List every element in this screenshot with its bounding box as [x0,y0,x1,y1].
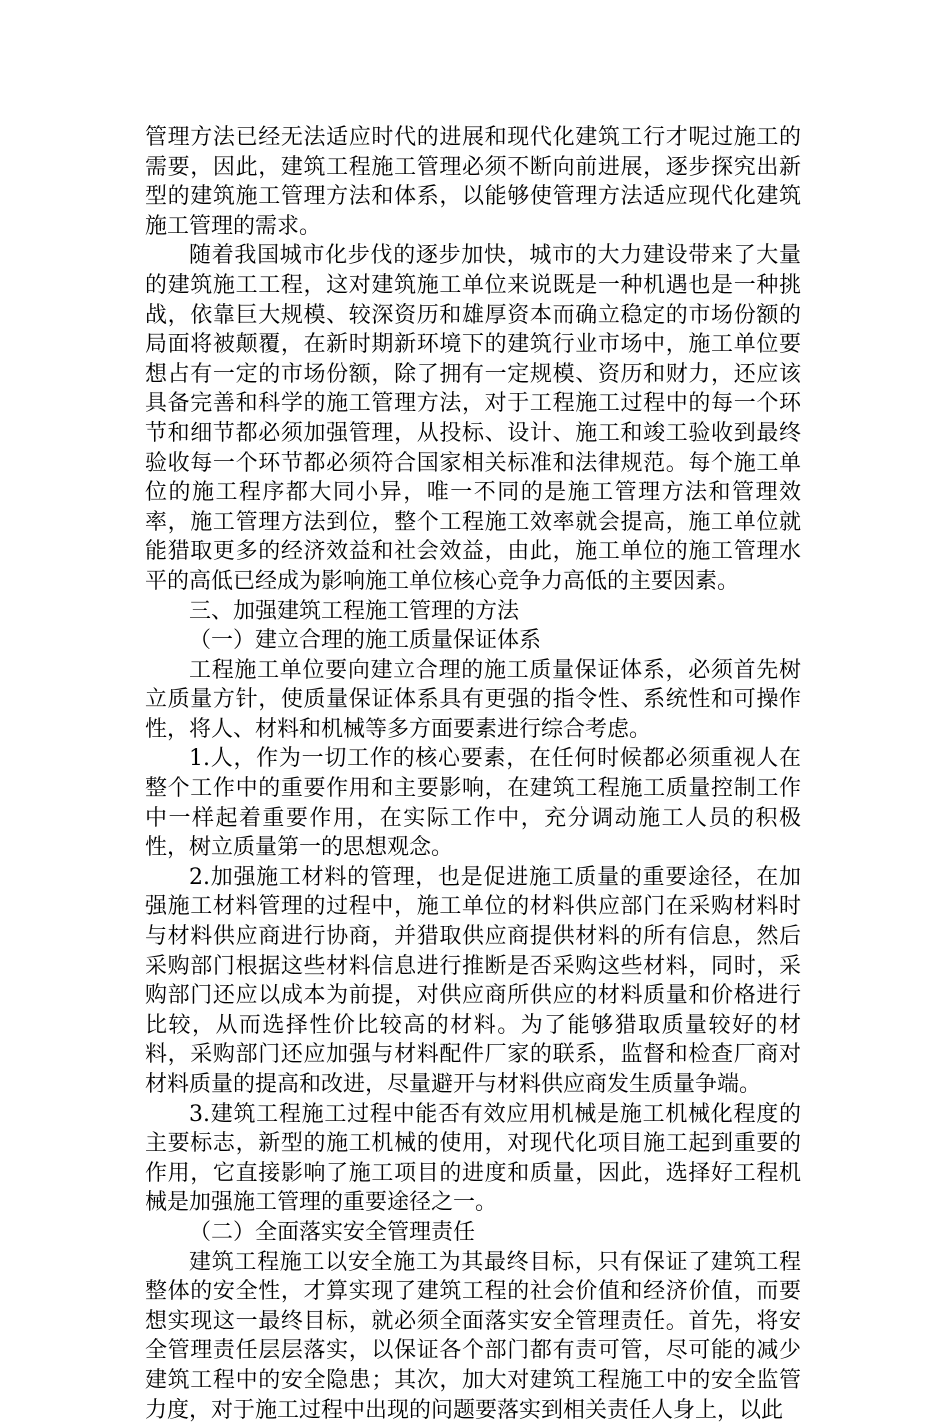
intro-continued-paragraph: 管理方法已经无法适应时代的进展和现代化建筑工行才呢过施工的需要，因此，建筑工程施工管理必须不断向前进展，逐步探究出新型的建筑施工管理方法和体系，以能够使管理方法适应现代化建筑施工管理的需求。 [145,125,801,239]
item-3-paragraph: 3.建筑工程施工过程中能否有效应用机械是施工机械化程度的主要标志，新型的施工机械的使用，对现代化项目施工起到重要的作用，它直接影响了施工项目的进度和质量，因此，选择好工程机械是加强施工管理的重要途径之一。 [145,1101,801,1216]
safety-paragraph: 建筑工程施工以安全施工为其最终目标，只有保证了建筑工程整体的安全性，才算实现了建筑工程的社会价值和经济价值，而要想实现这一最终目标，就必须全面落实安全管理责任。首先，将安全管理责任层层落实，以保证各个部门都有责可管，尽可能的减少建筑工程中的安全隐患；其次，加大对建筑工程施工中的安全监管力度，对于施工过程中出现的问题要落实到相关责任人身上，以此 [145,1249,801,1423]
urbanization-paragraph: 随着我国城市化步伐的逐步加快，城市的大力建设带来了大量的建筑施工工程，这对建筑施工单位来说既是一种机遇也是一种挑战，依靠巨大规模、较深资历和雄厚资本而确立稳定的市场份额的局面将被颠覆，在新时期新环境下的建筑行业市场中，施工单位要想占有一定的市场份额，除了拥有一定规模、资历和财力，还应该具备完善和科学的施工管理方法，对于工程施工过程中的每一个环节和细节都必须加强管理，从投标、设计、施工和竣工验收到最终验收每一个环节都必须符合国家相关标准和法律规范。每个施工单位的施工程序都大同小异，唯一不同的是施工管理方法和管理效率，施工管理方法到位，整个工程施工效率就会提高，施工单位就能猎取更多的经济效益和社会效益，由此，施工单位的施工管理水平的高低已经成为影响施工单位核心竞争力高低的主要因素。 [145,243,801,594]
document-page [145,123,801,1425]
item-2-paragraph: 2.加强施工材料的管理，也是促进施工质量的重要途径，在加强施工材料管理的过程中，施工单位的材料供应部门在采购材料时与材料供应商进行协商，并猎取供应商提供材料的所有信息，然后采购部门根据这些材料信息进行推断是否采购这些材料，同时，采购部门还应以成本为前提，对供应商所供应的材料质量和价格进行比较，从而选择性价比较高的材料。为了能够猎取质量较好的材料，采购部门还应加强与材料配件厂家的联系，监督和检查厂商对材料质量的提高和改进，尽量避开与材料供应商发生质量争端。 [145,864,801,1097]
section-3-heading: 三、加强建筑工程施工管理的方法 [189,598,520,624]
subsection-2-heading: （二）全面落实安全管理责任 [189,1219,476,1245]
subsection-1-heading: （一）建立合理的施工质量保证体系 [189,628,542,654]
quality-system-paragraph: 工程施工单位要向建立合理的施工质量保证体系，必须首先树立质量方针，使质量保证体系具有更强的指令性、系统性和可操作性，将人、材料和机械等多方面要素进行综合考虑。 [145,657,801,742]
item-1-paragraph: 1.人，作为一切工作的核心要素，在任何时候都必须重视人在整个工作中的重要作用和主要影响，在建筑工程施工质量控制工作中一样起着重要作用，在实际工作中，充分调动施工人员的积极性，树立质量第一的思想观念。 [145,746,801,861]
